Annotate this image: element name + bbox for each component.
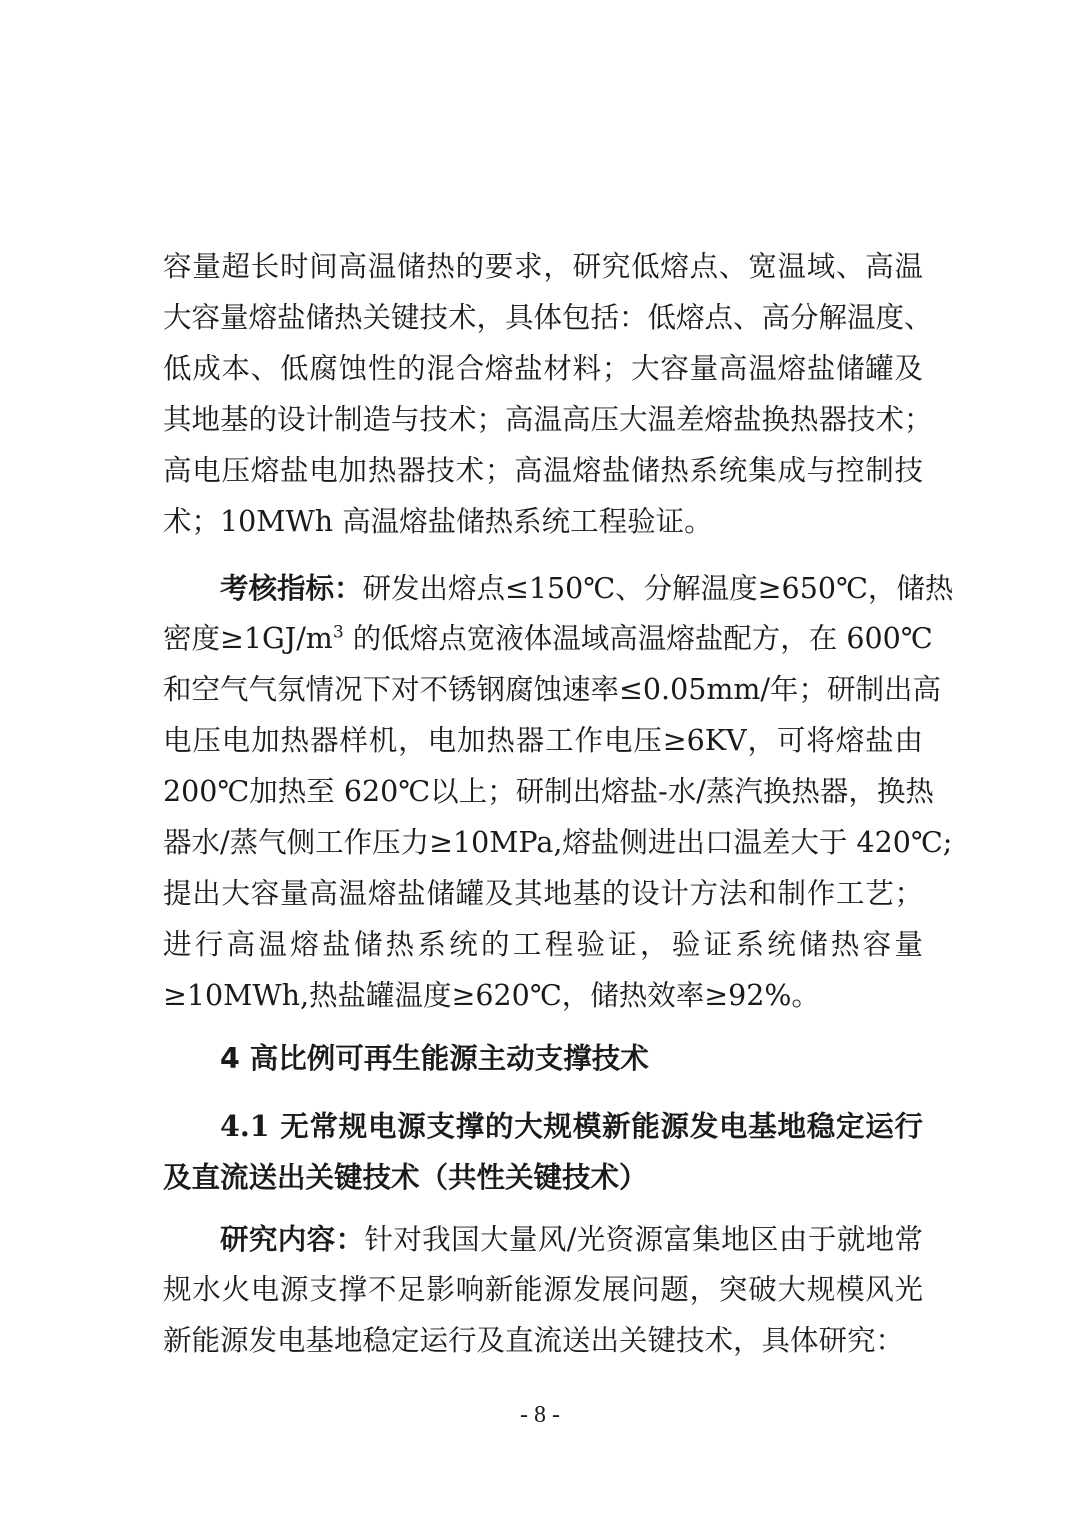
assessment-first-line [220,571,954,606]
assessment-label: 考核指标： [220,571,363,605]
assessment-line: 电压电加热器样机，电加热器工作电压≥6KV，可将熔盐由 [163,724,923,757]
assessment-text: 的低熔点宽液体温域高温熔盐配方，在 600℃ [343,622,933,655]
assessment-line: 提出大容量高温熔盐储罐及其地基的设计方法和制作工艺； [163,877,923,910]
page-number: - 8 - [520,1402,560,1428]
paragraph-line: 容量超长时间高温储热的要求，研究低熔点、宽温域、高温 [163,250,923,283]
assessment-line: 和空气气氛情况下对不锈钢腐蚀速率≤0.05mm/年；研制出高 [163,673,941,706]
research-label: 研究内容： [220,1222,365,1256]
subsection-heading-line: 及直流送出关键技术（共性关键技术） [163,1160,648,1194]
section-heading: 4 高比例可再生能源主动支撑技术 [220,1042,649,1075]
research-first-line [220,1222,923,1257]
assessment-line: 进行高温熔盐储热系统的工程验证，验证系统储热容量 [163,928,923,961]
assessment-text: 研发出熔点≤150℃、分解温度≥650℃，储热 [362,572,954,605]
paragraph-line: 低成本、低腐蚀性的混合熔盐材料；大容量高温熔盐储罐及 [163,352,923,385]
research-line: 新能源发电基地稳定运行及直流送出关键技术，具体研究： [163,1324,905,1357]
assessment-line: 器水/蒸气侧工作压力≥10MPa,熔盐侧进出口温差大于 420℃; [163,826,953,859]
assessment-line: 200℃加热至 620℃以上；研制出熔盐-水/蒸汽换热器，换热 [163,775,934,808]
superscript: 3 [332,622,344,643]
subsection-heading-line: 4.1 无常规电源支撑的大规模新能源发电基地稳定运行 [220,1109,923,1143]
paragraph-line: 高电压熔盐电加热器技术；高温熔盐储热系统集成与控制技 [163,454,923,487]
paragraph-line: 其地基的设计制造与技术；高温高压大温差熔盐换热器技术； [163,403,933,436]
paragraph-line: 大容量熔盐储热关键技术，具体包括：低熔点、高分解温度、 [163,301,933,334]
assessment-line: ≥10MWh,热盐罐温度≥620℃，储热效率≥92%。 [163,979,820,1012]
assessment-line-density [163,622,933,656]
assessment-text: 密度≥1GJ/m [163,622,333,655]
research-text: 针对我国大量风/光资源富集地区由于就地常 [364,1223,923,1256]
research-line: 规水火电源支撑不足影响新能源发展问题，突破大规模风光 [163,1273,923,1306]
paragraph-line: 术；10MWh 高温熔盐储热系统工程验证。 [163,505,713,538]
